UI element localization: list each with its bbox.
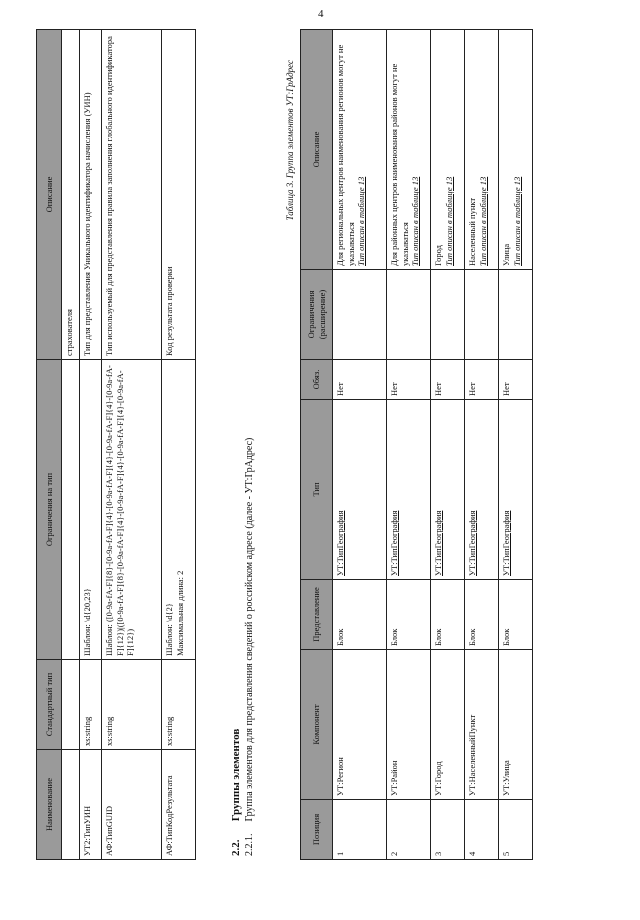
address-table-header — [301, 30, 333, 860]
table-row — [102, 30, 162, 860]
header-position: Позиция — [301, 800, 333, 860]
cell-component: УТ:Район — [387, 650, 431, 800]
description-reference[interactable]: Тип описан в таблице 13 — [356, 176, 367, 266]
subsection-number: 2.2.1. — [244, 833, 255, 856]
cell-required: Нет — [387, 360, 431, 400]
section-number: 2.2. — [230, 839, 242, 856]
description-reference[interactable]: Тип описан в таблице 13 — [511, 176, 522, 266]
cell-description — [431, 30, 465, 270]
type-link[interactable]: УТ:ТипГеография — [389, 510, 399, 576]
section-title: Группы элементов — [230, 728, 242, 822]
description-reference[interactable]: Тип описан в таблице 13 — [410, 176, 421, 266]
header-representation: Представление — [301, 580, 333, 650]
cell-restrictions — [431, 270, 465, 360]
table-row — [62, 30, 80, 860]
header-description: Описание — [37, 30, 62, 360]
table-caption: Таблица 3. Группа элементов УТ:ГрАдрес — [285, 60, 295, 221]
header-description: Описание — [301, 30, 333, 270]
cell-restriction: Шаблон: \d{20,23} — [80, 360, 102, 660]
address-group-table — [300, 29, 533, 860]
description-reference[interactable]: Тип описан в таблице 13 — [443, 176, 454, 266]
cell-component: УТ:Улица — [499, 650, 533, 800]
table-row — [465, 30, 499, 860]
page-number: 4 — [318, 8, 324, 20]
description-text: Для районных центров наименования районов могут не указываться — [389, 63, 410, 266]
cell-representation: Блок — [465, 580, 499, 650]
cell-position: 5 — [499, 800, 533, 860]
header-required: Обяз. — [301, 360, 333, 400]
cell-type — [431, 400, 465, 580]
cell-restriction: Шаблон: ([0-9a-fA-F]{8}-[0-9a-fA-F]{4}-[0-9a-fA-F]{4}-[0-9a-fA-F]{4}-[0-9a-fA-F]{12})|([0-9a-fA-F]{8}-[0-9a-fA-F]{4}-[0-9a-fA-F]{4}-[0-9a-fA-F]{4}-[0-9a-fA-F]{12}) — [102, 360, 162, 660]
cell-representation: Блок — [333, 580, 387, 650]
table-row — [431, 30, 465, 860]
cell-position: 3 — [431, 800, 465, 860]
description-text: Для региональных центров наименования регионов могут не указываться — [335, 44, 356, 266]
table-row — [333, 30, 387, 860]
cell-description: Код результата проверки — [162, 30, 196, 360]
cell-restriction — [62, 360, 80, 660]
cell-position: 2 — [387, 800, 431, 860]
header-type: Тип — [301, 400, 333, 580]
description-text: Город — [433, 245, 443, 266]
table-row — [80, 30, 102, 860]
cell-representation: Блок — [431, 580, 465, 650]
subsection-title: Группа элементов для представления сведений о российском адресе (далее - УТ:ГрАдрес) — [244, 437, 255, 822]
cell-restrictions — [499, 270, 533, 360]
cell-restriction: Шаблон: \d{2} Максимальная длина: 2 — [162, 360, 196, 660]
cell-description — [333, 30, 387, 270]
cell-type: xs:string — [102, 660, 162, 750]
cell-representation: Блок — [499, 580, 533, 650]
cell-description — [387, 30, 431, 270]
cell-type: xs:string — [162, 660, 196, 750]
description-text: Улица — [501, 243, 511, 266]
cell-required: Нет — [333, 360, 387, 400]
table-row — [499, 30, 533, 860]
cell-description — [499, 30, 533, 270]
types-table-header — [37, 30, 62, 860]
cell-component: УТ:Регион — [333, 650, 387, 800]
header-name: Наименование — [37, 750, 62, 860]
cell-required: Нет — [465, 360, 499, 400]
cell-name: УТ2:ТипУИН — [80, 750, 102, 860]
cell-required: Нет — [431, 360, 465, 400]
type-link[interactable]: УТ:ТипГеография — [467, 510, 477, 576]
description-text: Населенный пункт — [467, 197, 477, 266]
section-heading — [230, 729, 242, 856]
header-restrictions: Ограничения (расширение) — [301, 270, 333, 360]
cell-position: 1 — [333, 800, 387, 860]
cell-component: УТ:Город — [431, 650, 465, 800]
description-reference[interactable]: Тип описан в таблице 13 — [477, 176, 488, 266]
cell-restrictions — [387, 270, 431, 360]
cell-type — [62, 660, 80, 750]
types-table — [36, 29, 196, 860]
rotated-page-content — [0, 20, 640, 880]
type-link[interactable]: УТ:ТипГеография — [501, 510, 511, 576]
cell-position: 4 — [465, 800, 499, 860]
cell-type — [387, 400, 431, 580]
type-link[interactable]: УТ:ТипГеография — [433, 510, 443, 576]
cell-restrictions — [333, 270, 387, 360]
header-component: Компонент — [301, 650, 333, 800]
cell-name: АФ:ТипКодРезультата — [162, 750, 196, 860]
table-row — [162, 30, 196, 860]
cell-type — [499, 400, 533, 580]
cell-type — [333, 400, 387, 580]
header-standard-type: Стандартный тип — [37, 660, 62, 750]
cell-component: УТ:НаселенныйПункт — [465, 650, 499, 800]
type-link[interactable]: УТ:ТипГеография — [335, 510, 345, 576]
cell-description: Тип используемый для представления правила заполнения глобального идентификатора — [102, 30, 162, 360]
cell-required: Нет — [499, 360, 533, 400]
header-type-restriction: Ограничения на тип — [37, 360, 62, 660]
cell-name — [62, 750, 80, 860]
cell-representation: Блок — [387, 580, 431, 650]
cell-restrictions — [465, 270, 499, 360]
cell-type — [465, 400, 499, 580]
cell-description — [465, 30, 499, 270]
cell-name: АФ:ТипGUID — [102, 750, 162, 860]
cell-description: Тип для представления Уникального идентификатора начисления (УИН) — [80, 30, 102, 360]
subsection-heading — [244, 438, 255, 856]
cell-type: xs:string — [80, 660, 102, 750]
cell-description: страхователя — [62, 30, 80, 360]
table-row — [387, 30, 431, 860]
